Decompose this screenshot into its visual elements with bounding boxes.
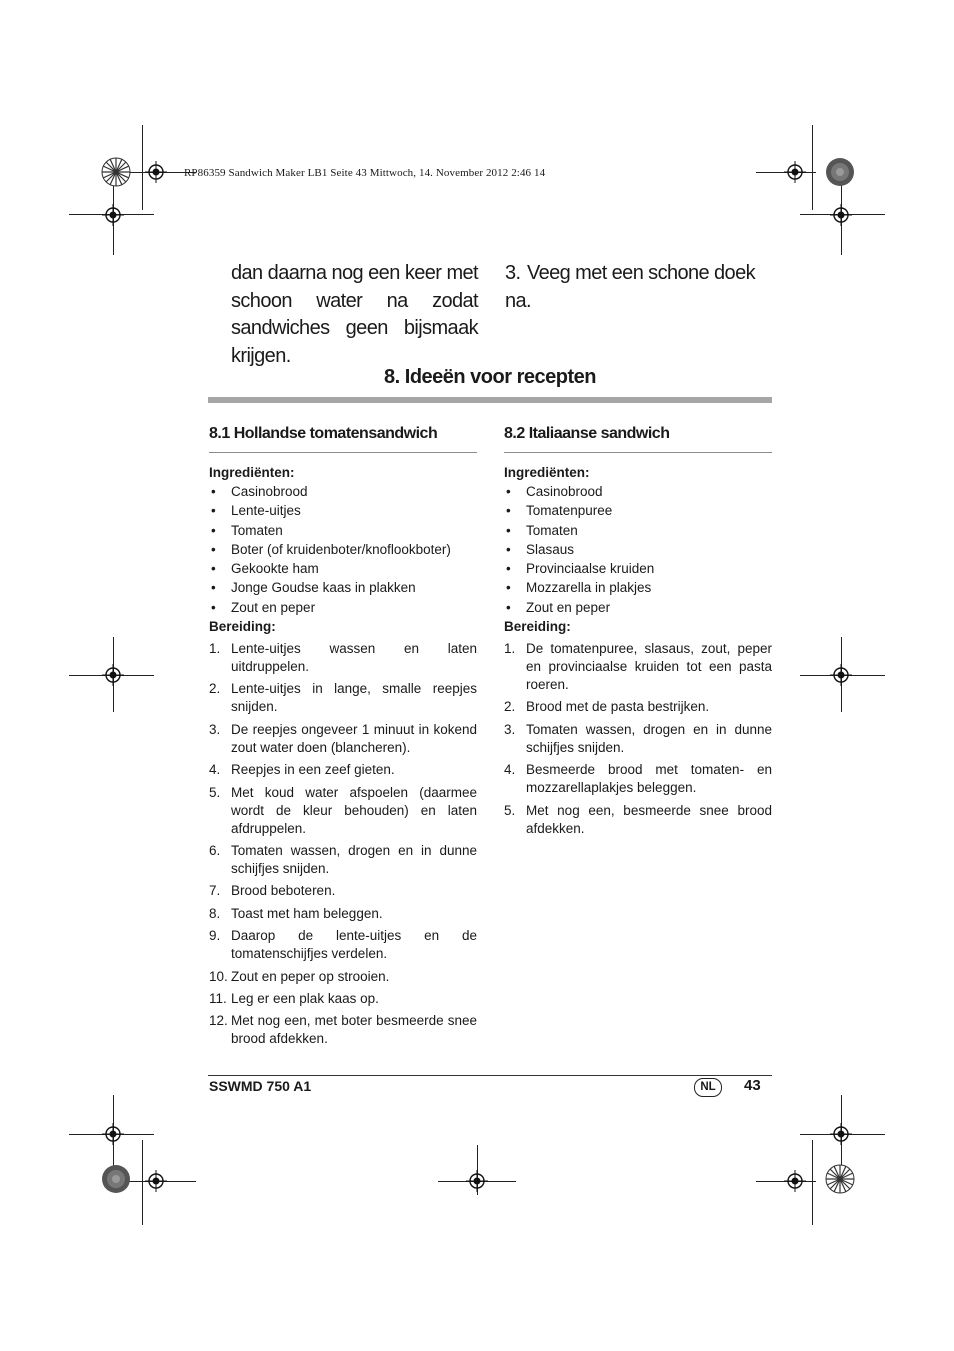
step-number: 9. [209, 928, 221, 944]
recipe-title: 8.2 Italiaanse sandwich [504, 425, 670, 442]
step-text: Zout en peper op strooien. [231, 968, 390, 984]
list-item [209, 578, 477, 597]
step-number: 11. [209, 990, 227, 1006]
list-item [209, 482, 477, 501]
step-number: 5. [504, 802, 516, 818]
list-item [504, 501, 772, 520]
ingredient-text: Boter (of kruidenboter/knoflookboter) [231, 541, 451, 557]
step-item [504, 640, 772, 694]
star-target-icon [101, 157, 131, 187]
step-number: 3. [209, 721, 221, 737]
step-item [209, 990, 477, 1008]
bullet-icon: • [506, 599, 511, 615]
ingredients-label: Ingrediënten: [209, 465, 295, 480]
bullet-icon: • [211, 561, 216, 577]
step-number: 10. [209, 968, 228, 984]
step-text: Toast met ham beleggen. [231, 905, 383, 921]
step-text: Besmeerde brood met tomaten- en mozzarellaplakjes beleggen. [526, 762, 772, 796]
ingredient-text: Casinobrood [231, 484, 308, 499]
list-item [209, 559, 477, 578]
step-item [209, 968, 477, 986]
bullet-icon: • [211, 484, 216, 499]
step-text: De tomatenpuree, slasaus, zout, peper en provinciaalse kruiden tot een pasta roeren. [526, 641, 772, 693]
ingredients-label: Ingrediënten: [504, 465, 590, 480]
ingredient-text: Lente-uitjes [231, 503, 301, 519]
step-item [209, 721, 477, 757]
step-text: Lente-uitjes wassen en laten uitdruppelen. [231, 641, 477, 675]
ingredient-text: Gekookte ham [231, 561, 319, 577]
step-number: 6. [209, 843, 221, 859]
step-number: 7. [209, 883, 221, 899]
registration-mark-icon [830, 204, 852, 226]
bullet-icon: • [506, 541, 511, 557]
step-text: Reepjes in een zeef gieten. [231, 762, 395, 778]
star-target-icon [825, 1164, 855, 1194]
ingredients-list [209, 482, 477, 617]
ingredient-text: Tomaten [526, 522, 578, 538]
bullet-icon: • [506, 561, 511, 577]
ingredient-text: Provinciaalse kruiden [526, 561, 655, 577]
list-item [504, 521, 772, 540]
ingredient-text: Tomatenpuree [526, 503, 613, 519]
step-item [209, 761, 477, 779]
registration-mark-icon [145, 1170, 167, 1192]
step-item [504, 761, 772, 797]
step-text: Tomaten wassen, drogen en in dunne schijfjes snijden. [231, 843, 477, 877]
step-item [209, 640, 477, 676]
page-number: 43 [744, 1077, 761, 1094]
bullet-icon: • [211, 580, 216, 596]
ingredient-text: Tomaten [231, 522, 283, 538]
registration-mark-icon [830, 664, 852, 686]
step-text: Daarop de lente-uitjes en de tomatenschijfjes verdelen. [231, 928, 477, 962]
bullet-icon: • [211, 541, 216, 557]
crop-line [142, 125, 143, 210]
registration-mark-icon [784, 1170, 806, 1192]
ingredient-text: Jonge Goudse kaas in plakken [231, 580, 416, 596]
step-number: 1. [504, 641, 516, 657]
step-item [209, 842, 477, 878]
step-item [209, 905, 477, 923]
bullet-icon: • [506, 580, 511, 596]
bullet-icon: • [211, 599, 216, 615]
step-number: 3. [504, 721, 516, 737]
ingredient-text: Casinobrood [526, 484, 603, 499]
registration-mark-icon [784, 161, 806, 183]
step-number: 1. [209, 641, 221, 657]
steps-list [209, 640, 477, 1048]
list-item [504, 559, 772, 578]
list-item [504, 598, 772, 617]
registration-mark-icon [830, 1123, 852, 1145]
step-item [504, 698, 772, 716]
halftone-target-icon [101, 1164, 131, 1194]
step-text: Brood met de pasta bestrijken. [526, 699, 710, 715]
list-item [504, 482, 772, 501]
halftone-target-icon [825, 157, 855, 187]
bullet-icon: • [211, 522, 216, 538]
list-item [504, 540, 772, 559]
step-number: 5. [209, 784, 221, 800]
step-item [504, 721, 772, 757]
step-text: Met koud water afspoelen (daarmee wordt de kleur behouden) en laten afdruppelen. [231, 784, 477, 836]
preparation-label: Bereiding: [209, 619, 276, 635]
intro-step [505, 260, 775, 315]
step-text: Leg er een plak kaas op. [231, 990, 379, 1006]
language-badge: NL [694, 1078, 722, 1097]
ingredients-list [504, 482, 772, 617]
intro-continuation: dan daarna nog een keer met schoon water na zodat sandwiches geen bijsmaak krijgen. [231, 262, 478, 367]
title-rule [209, 452, 477, 453]
list-item [209, 540, 477, 559]
footer-model: SSWMD 750 A1 [209, 1078, 312, 1094]
step-item [209, 1012, 477, 1048]
step-text: De reepjes ongeveer 1 minuut in kokend zout water doen (blancheren). [231, 721, 477, 755]
recipe-title: 8.1 Hollandse tomatensandwich [209, 425, 438, 442]
recipe-hollandse [209, 425, 477, 1053]
ingredient-text: Slasaus [526, 541, 575, 557]
registration-mark-icon [102, 1123, 124, 1145]
section-divider [208, 397, 772, 403]
intro-step-number: 3. [505, 262, 521, 284]
steps-list [504, 640, 772, 838]
crop-line [142, 1140, 143, 1225]
section-title: 8. Ideeën voor recepten [384, 366, 596, 388]
step-number: 2. [504, 699, 516, 715]
bullet-icon: • [506, 522, 511, 538]
step-number: 4. [504, 762, 516, 778]
crop-line [812, 1140, 813, 1225]
footer-rule [208, 1075, 772, 1076]
list-item [209, 598, 477, 617]
registration-mark-icon [466, 1170, 488, 1192]
crop-line [812, 125, 813, 210]
ingredient-text: Zout en peper [231, 599, 316, 615]
print-slug: RP86359 Sandwich Maker LB1 Seite 43 Mittwoch, 14. November 2012 2:46 14 [184, 167, 546, 179]
step-item [504, 802, 772, 838]
ingredient-text: Mozzarella in plakjes [526, 580, 652, 596]
recipe-italiaanse [504, 425, 772, 842]
step-number: 12. [209, 1013, 228, 1029]
step-number: 4. [209, 762, 221, 778]
step-number: 2. [209, 681, 221, 697]
list-item [209, 521, 477, 540]
step-text: Brood beboteren. [231, 883, 336, 899]
intro-step-text: Veeg met een schone doek na. [505, 262, 756, 312]
ingredient-text: Zout en peper [526, 599, 611, 615]
registration-mark-icon [102, 204, 124, 226]
title-rule [504, 452, 772, 453]
step-text: Lente-uitjes in lange, smalle reepjes snijden. [231, 681, 477, 715]
bullet-icon: • [211, 503, 216, 519]
bullet-icon: • [506, 503, 511, 519]
step-item [209, 680, 477, 716]
step-text: Tomaten wassen, drogen en in dunne schijfjes snijden. [526, 721, 772, 755]
step-text: Met nog een, met boter besmeerde snee brood afdekken. [231, 1013, 477, 1047]
registration-mark-icon [145, 161, 167, 183]
step-item [209, 784, 477, 838]
bullet-icon: • [506, 484, 511, 499]
list-item [209, 501, 477, 520]
step-item [209, 882, 477, 900]
step-text: Met nog een, besmeerde snee brood afdekken. [526, 802, 772, 836]
step-number: 8. [209, 905, 221, 921]
list-item [504, 578, 772, 597]
step-item [209, 927, 477, 963]
preparation-label: Bereiding: [504, 619, 571, 635]
registration-mark-icon [102, 664, 124, 686]
